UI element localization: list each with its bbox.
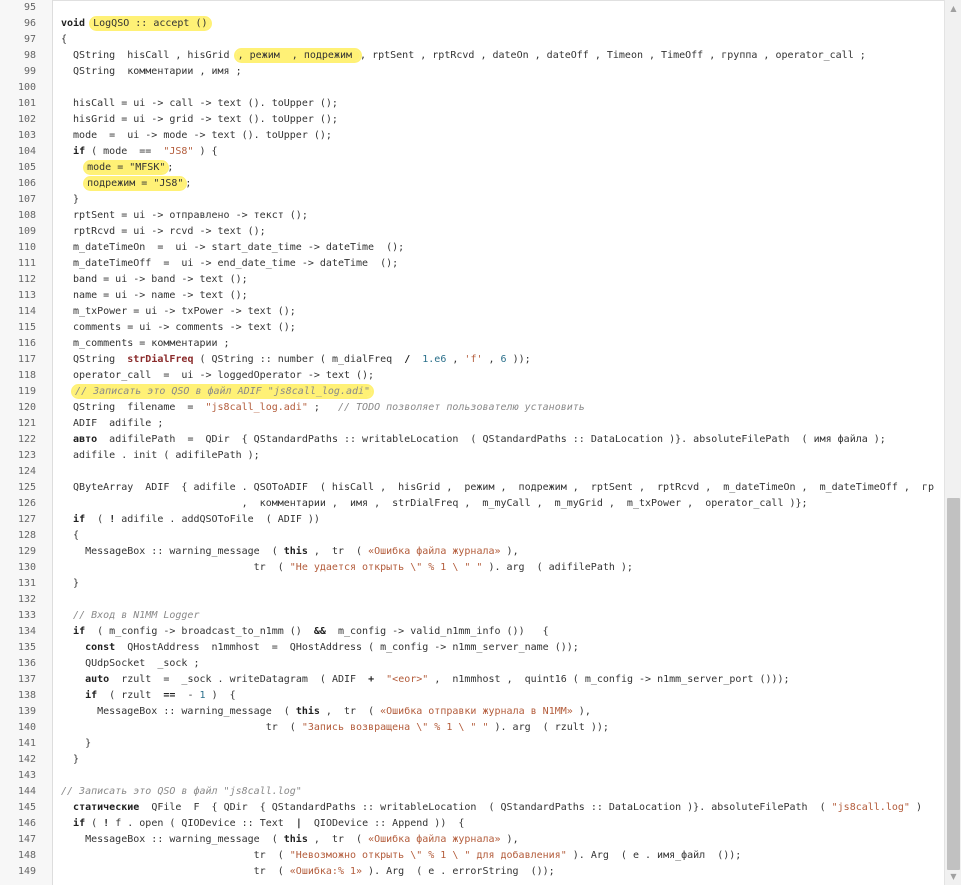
code-line [0,560,944,576]
code-text [61,576,79,592]
code-line [0,16,944,32]
line-number: 133 [17,610,36,621]
code-line [0,32,944,48]
code-token: this [283,546,308,557]
code-line [0,192,944,208]
line-number: 147 [17,834,36,845]
code-token: hisGrid = ui -> grid -> text (). toUpper (); [61,114,338,125]
code-token: if [73,818,86,829]
line-number: 125 [17,482,36,493]
code-token: QString hisCall , hisGrid [61,50,236,61]
code-token: mode = ui -> mode -> text (). toUpper (); [61,130,332,141]
code-token: 1.e6 [422,354,447,365]
code-token: { [61,530,80,541]
code-text [61,656,199,672]
code-token [61,690,85,701]
code-text [61,640,579,656]
code-token: ADIF adifile ; [61,418,164,429]
code-token: ( [85,514,110,525]
code-token: QString комментарии , имя ; [61,66,242,77]
code-text [61,400,585,416]
code-line [0,512,944,528]
code-token [61,818,73,829]
code-token: QIODevice :: Append )) { [301,818,465,829]
code-token: ), [500,834,519,845]
code-text [61,272,248,288]
code-token: , tr ( [307,834,369,845]
code-token: MessageBox :: warning_message ( [61,546,284,557]
code-line [0,160,944,176]
code-token [61,178,85,189]
code-line [0,736,944,752]
code-token: , rptSent , rptRcvd , dateOn , dateOff , Timeon , TimeOff , группа , operator_call ; [360,50,866,61]
code-token: «Ошибка файла журнала» [368,546,501,557]
code-line [0,640,944,656]
code-text [61,416,163,432]
code-line [0,432,944,448]
code-text [61,448,260,464]
code-token: auto [85,674,110,685]
code-token: MessageBox :: warning_message ( [61,834,284,845]
code-token: tr ( [61,722,302,733]
code-text [61,192,79,208]
code-token [61,610,73,621]
code-line [0,272,944,288]
line-number: 143 [17,770,36,781]
code-text [61,368,374,384]
code-text [61,832,519,848]
line-number: 114 [17,306,36,317]
code-token: 1 [199,690,206,701]
highlighted-token: , режим , подрежим [237,50,359,61]
line-number: 109 [17,226,36,237]
code-text [61,208,308,224]
code-line [0,480,944,496]
code-token: , tr ( [319,706,381,717]
code-token: } [61,754,80,765]
code-line [0,336,944,352]
code-token: m_dateTimeOff = ui -> end_date_time -> dateTime (); [61,258,399,269]
code-line [0,496,944,512]
line-number: 97 [23,34,36,45]
code-token [61,642,85,653]
code-token: ( mode == [85,146,164,157]
code-token: ! [109,514,116,525]
line-number: 127 [17,514,36,525]
code-line [0,256,944,272]
line-number: 131 [17,578,36,589]
code-line [0,176,944,192]
code-text [61,336,230,352]
line-number: 144 [17,786,36,797]
line-number: 101 [17,98,36,109]
code-token: «Ошибка файла журнала» [368,834,501,845]
code-token [61,514,73,525]
code-token [374,674,386,685]
code-token: band = ui -> band -> text (); [61,274,248,285]
code-token: + [368,674,375,685]
code-token: if [85,690,98,701]
code-text [61,224,266,240]
line-number: 102 [17,114,36,125]
code-token: m_comments = комментарии ; [61,338,230,349]
code-token: f . open ( QIODevice :: Text [109,818,296,829]
code-text [61,304,296,320]
code-line [0,576,944,592]
code-token: )); [506,354,531,365]
code-token: ( m_config -> broadcast_to_n1mm () [85,626,314,637]
code-line [0,784,944,800]
code-token: const [85,642,116,653]
code-text [61,144,218,160]
code-line [0,400,944,416]
line-number: 103 [17,130,36,141]
line-number: 105 [17,162,36,173]
code-token: ). Arg ( е . errorString ()); [362,866,555,877]
code-token: ). Arg ( е . имя_файл ()); [566,850,742,861]
code-token [410,354,422,365]
code-text [61,64,242,80]
line-number: 130 [17,562,36,573]
code-line [0,384,944,400]
code-text [61,512,320,528]
code-line [0,608,944,624]
code-token: adifile . addQSOToFile ( ADIF )) [115,514,320,525]
line-number: 112 [17,274,36,285]
code-text [61,160,173,176]
line-number: 135 [17,642,36,653]
code-token: статические [73,802,140,813]
vertical-scrollbar[interactable] [944,0,961,885]
line-number: 96 [23,18,36,29]
line-number: 138 [17,690,36,701]
code-text [61,736,91,752]
code-token: , комментарии , имя , strDialFreq , m_myCall , m_myGrid , m_txPower , operator_call )}; [61,498,808,509]
code-token: , [482,354,501,365]
line-number: 139 [17,706,36,717]
code-token: 'f' [464,354,483,365]
line-number: 123 [17,450,36,461]
code-token: ), [500,546,519,557]
code-line [0,80,944,96]
code-line [0,848,944,864]
code-token: MessageBox :: warning_message ( [61,706,296,717]
code-line [0,592,944,608]
code-text [61,496,808,512]
code-token: ) { [193,146,218,157]
code-token: if [73,146,86,157]
code-token: == [163,690,176,701]
scrollbar-thumb[interactable] [947,498,960,870]
code-token [61,626,73,637]
code-token: - [175,690,200,701]
highlighted-token: // Записать это QSO в файл ADIF "js8call_log.adi" [75,386,371,397]
code-line [0,304,944,320]
code-token: ; [307,402,338,413]
code-text [61,480,934,496]
code-token: name = ui -> name -> text (); [61,290,248,301]
code-text [61,544,519,560]
code-token: "<eor>" [386,674,429,685]
code-line [0,768,944,784]
code-token: авто [73,434,98,445]
code-line [0,144,944,160]
code-token: ( [85,818,104,829]
code-line [0,368,944,384]
code-token: rptSent = ui -> отправлено -> текст (); [61,210,308,221]
code-token: | [295,818,302,829]
code-line [0,816,944,832]
code-line [0,64,944,80]
highlighted-token: подрежим = "JS8" [87,178,184,189]
code-token: «Ошибка отправки журнала в N1MM» [380,706,573,717]
line-number: 107 [17,194,36,205]
code-token: // TODO позволяет пользователю установить [337,402,585,413]
code-token: ). arg ( rzult )); [488,722,609,733]
code-text [61,128,332,144]
code-line [0,528,944,544]
code-token: comments = ui -> comments -> text (); [61,322,296,333]
code-token: , tr ( [307,546,369,557]
code-token: QUdpSocket _sock ; [61,658,200,669]
code-token: operator_call = ui -> loggedOperator -> text (); [61,370,375,381]
code-line [0,864,944,880]
line-number: 140 [17,722,36,733]
code-text [61,176,191,192]
line-number: 116 [17,338,36,349]
line-number: 98 [23,50,36,61]
code-text [61,240,404,256]
scroll-down-icon[interactable]: ▼ [950,872,957,881]
code-token: if [73,514,86,525]
line-number: 137 [17,674,36,685]
code-text [61,864,555,880]
code-token: QString [61,354,128,365]
code-text [61,352,531,368]
line-number: 119 [17,386,36,397]
code-token: ) { [205,690,236,701]
line-number: 128 [17,530,36,541]
code-line [0,416,944,432]
code-line [0,656,944,672]
code-text [61,528,79,544]
code-token: adifilePath = QDir { QStandardPaths :: writableLocation ( QStandardPaths :: DataLocation )}. absoluteFilePath ( имя файла ); [97,434,886,445]
code-token: // Записать это QSO в файл "js8call.log" [61,786,302,797]
line-number: 145 [17,802,36,813]
line-number: 99 [23,66,36,77]
code-token: ( QString :: number ( m_dialFreq [193,354,405,365]
code-token: rptRcvd = ui -> rcvd -> text (); [61,226,266,237]
code-token: void [61,18,92,29]
code-line [0,48,944,64]
code-token: m_config -> valid_n1mm_info ()) { [325,626,549,637]
code-text [61,112,338,128]
line-number: 149 [17,866,36,877]
line-number: 118 [17,370,36,381]
line-number: 136 [17,658,36,669]
code-text [61,288,248,304]
code-token: tr ( [61,866,290,877]
line-number: 142 [17,754,36,765]
code-token [61,434,73,445]
code-text [61,384,372,400]
code-line [0,688,944,704]
code-line [0,352,944,368]
code-token: ( rzult [97,690,164,701]
code-token: ), [572,706,591,717]
code-token: QFile F { QDir { QStandardPaths :: writableLocation ( QStandardPaths :: DataLocation )}. absoluteFilePath ( [139,802,832,813]
line-number: 113 [17,290,36,301]
code-text [61,320,296,336]
code-token: strDialFreq [127,354,194,365]
code-token: hisCall = ui -> call -> text (). toUpper (); [61,98,338,109]
code-text [61,720,609,736]
code-text [61,16,210,32]
highlighted-token: mode = "MFSK" [87,162,166,173]
line-number: 120 [17,402,36,413]
code-text [61,752,79,768]
code-line [0,544,944,560]
code-token: ). arg ( adifilePath ); [482,562,633,573]
code-line [0,288,944,304]
code-text [61,624,549,640]
code-line [0,464,944,480]
code-line [0,320,944,336]
line-number: 132 [17,594,36,605]
code-line [0,720,944,736]
code-line [0,448,944,464]
code-token [61,674,85,685]
code-token: ; [185,178,192,189]
line-number: 122 [17,434,36,445]
code-text [61,704,591,720]
line-number: 124 [17,466,36,477]
code-token: m_dateTimeOn = ui -> start_date_time -> dateTime (); [61,242,405,253]
code-token: "Невозможно открыть \" % 1 \ " для добавления" [289,850,567,861]
code-token: , n1mmhost , quint16 ( m_config -> n1mm_server_port ())); [428,674,790,685]
line-number: 134 [17,626,36,637]
code-token: ; [167,162,174,173]
code-token [61,386,73,397]
line-number: 146 [17,818,36,829]
code-token: 6 [500,354,507,365]
line-number: 104 [17,146,36,157]
line-number: 126 [17,498,36,509]
code-text [61,816,464,832]
code-text [61,48,866,64]
code-text [61,32,67,48]
code-token: "js8call_log.adi" [205,402,308,413]
code-token: "Не удается открыть \" % 1 \ " " [289,562,483,573]
code-line [0,128,944,144]
code-token: QByteArray ADIF { adifile . QSOToADIF ( hisCall , hisGrid , режим , подрежим , rptSent , rptRcvd , m_dateTimeOn , m_dateTimeOff , гр [61,482,934,493]
line-number: 141 [17,738,36,749]
code-text [61,848,741,864]
code-line [0,800,944,816]
line-number: 106 [17,178,36,189]
code-token: / [404,354,411,365]
code-text [61,800,922,816]
code-token: this [283,834,308,845]
line-number: 148 [17,850,36,861]
line-number: 115 [17,322,36,333]
line-number: 108 [17,210,36,221]
code-text [61,784,302,800]
code-text [61,672,790,688]
code-line [0,0,944,16]
code-token: } [61,738,92,749]
line-number: 100 [17,82,36,93]
code-token: «Ошибка:% 1» [289,866,363,877]
code-text [61,432,886,448]
code-token: } [61,194,80,205]
code-token: m_txPower = ui -> txPower -> text (); [61,306,296,317]
scroll-up-icon[interactable]: ▲ [950,4,957,13]
highlighted-token: LogQSO :: accept () [93,18,208,29]
code-line [0,672,944,688]
line-number: 95 [23,2,36,13]
code-text [61,256,398,272]
code-token: { [61,34,68,45]
code-text [61,608,199,624]
code-text [61,560,633,576]
code-token: QHostAddress n1mmhost = QHostAddress ( m_config -> n1mm_server_name ()); [115,642,579,653]
code-token: // Вход в N1MM Logger [73,610,200,621]
code-line [0,96,944,112]
line-number: 111 [17,258,36,269]
code-token: adifile . init ( adifilePath ); [61,450,260,461]
code-token: ! [103,818,110,829]
line-number: 129 [17,546,36,557]
code-line [0,752,944,768]
code-token: this [295,706,320,717]
code-line [0,208,944,224]
code-token: "JS8" [163,146,194,157]
code-token: QString filename = [61,402,206,413]
line-number: 117 [17,354,36,365]
code-token: "Запись возвращена \" % 1 \ " " [301,722,489,733]
code-token: ) [909,802,922,813]
code-token: "js8call.log" [831,802,910,813]
line-number: 121 [17,418,36,429]
code-line [0,224,944,240]
code-token: , [446,354,465,365]
code-token [61,162,85,173]
code-token [61,802,73,813]
code-token: } [61,578,80,589]
code-token: tr ( [61,562,290,573]
code-token [61,146,73,157]
code-token: if [73,626,86,637]
code-line [0,624,944,640]
code-token: tr ( [61,850,290,861]
line-number: 110 [17,242,36,253]
code-text [61,96,338,112]
code-line [0,832,944,848]
code-line [0,112,944,128]
code-token: && [313,626,326,637]
code-token: rzult = _sock . writeDatagram ( ADIF [109,674,369,685]
code-text [61,688,236,704]
code-line [0,240,944,256]
code-line [0,704,944,720]
